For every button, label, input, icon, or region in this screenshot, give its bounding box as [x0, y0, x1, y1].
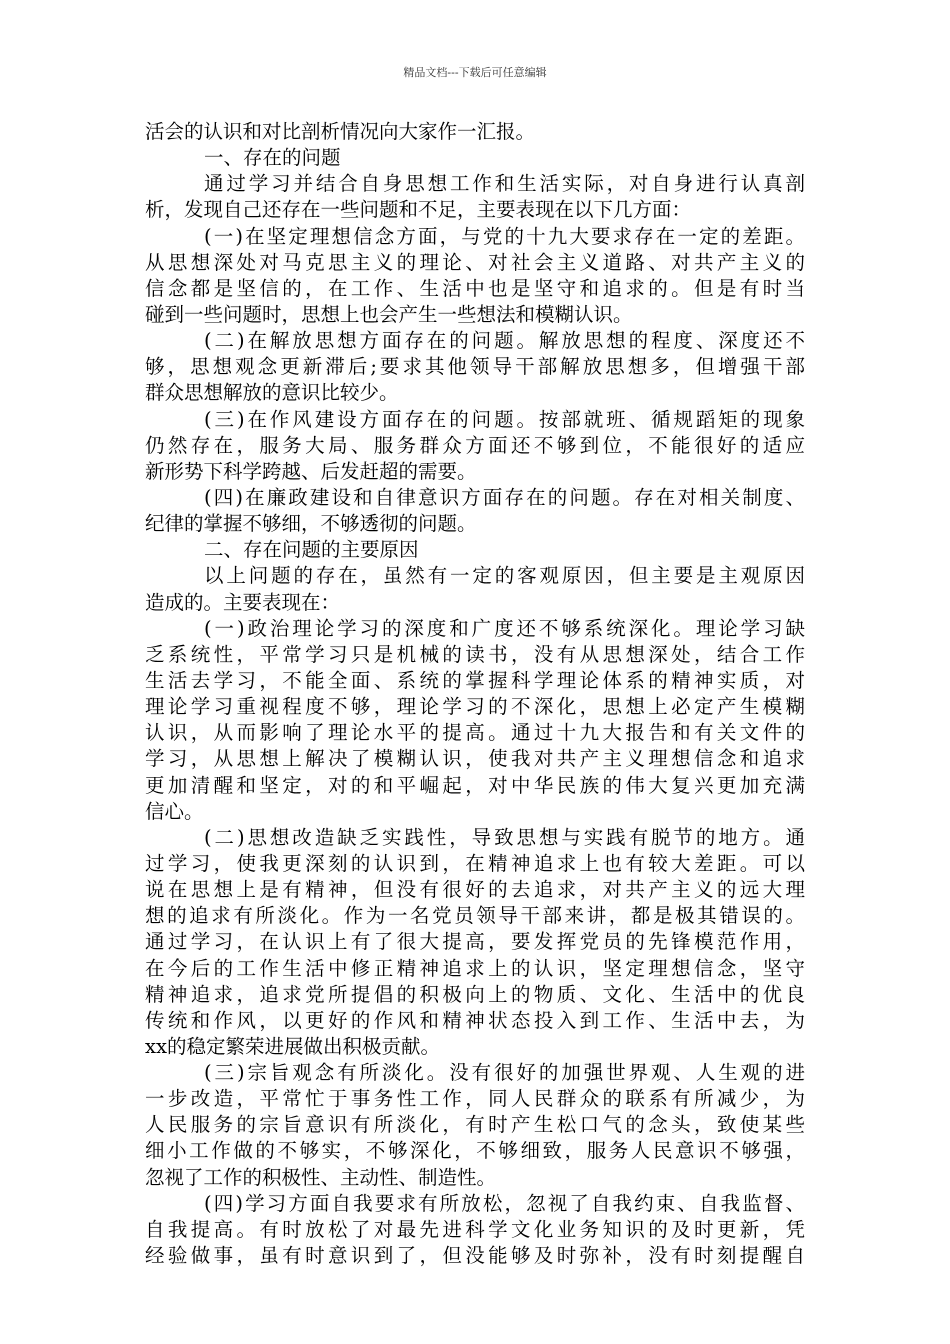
text-line: 想的追求有所淡化。作为一名党员领导干部来讲，都是极其错误的。 — [145, 904, 805, 928]
text-line: 二、存在问题的主要原因 — [204, 538, 419, 562]
document-body — [145, 119, 805, 1269]
text-line: 够，思想观念更新滞后;要求其他领导干部解放思想多，但增强干部 — [145, 355, 805, 379]
text-line: 仍然存在，服务大局、服务群众方面还不够到位，不能很好的适应 — [145, 433, 805, 457]
text-line: 通过学习，在认识上有了很大提高，要发挥党员的先锋模范作用， — [145, 930, 805, 954]
text-line: 通过学习并结合自身思想工作和生活实际，对自身进行认真剖 — [204, 172, 805, 196]
text-line: 人民服务的宗旨意识有所淡化，有时产生松口气的念头，致使某些 — [145, 1113, 805, 1137]
text-line: 信心。 — [145, 799, 204, 823]
text-line: 新形势下科学跨越、后发赶超的需要。 — [145, 459, 477, 483]
text-line: 碰到一些问题时，思想上也会产生一些想法和模糊认识。 — [145, 302, 633, 326]
text-line: (四)学习方面自我要求有所放松，忽视了自我约束、自我监督、 — [204, 1191, 805, 1215]
text-line: (一)政治理论学习的深度和广度还不够系统深化。理论学习缺 — [204, 616, 805, 640]
text-line: 更加清醒和坚定，对的和平崛起，对中华民族的伟大复兴更加充满 — [145, 773, 805, 797]
text-line: 忽视了工作的积极性、主动性、制造性。 — [145, 1165, 497, 1189]
text-line: 细小工作做的不够实，不够深化，不够细致，服务人民意识不够强， — [145, 1139, 805, 1163]
text-line: 传统和作风，以更好的作风和精神状态投入到工作、生活中去，为 — [145, 1008, 805, 1032]
text-line: (三)在作风建设方面存在的问题。按部就班、循规蹈矩的现象 — [204, 407, 805, 431]
text-line: 以上问题的存在，虽然有一定的客观原因，但主要是主观原因 — [204, 564, 805, 588]
text-line: 群众思想解放的意识比较少。 — [145, 381, 399, 405]
page-header: 精品文档---下载后可任意编辑 — [403, 66, 547, 79]
text-line: 造成的。主要表现在： — [145, 590, 341, 614]
text-line: 自我提高。有时放松了对最先进科学文化业务知识的及时更新，凭 — [145, 1217, 805, 1241]
text-line: 一步改造，平常忙于事务性工作，同人民群众的联系有所减少，为 — [145, 1087, 805, 1111]
text-line: (二)在解放思想方面存在的问题。解放思想的程度、深度还不 — [204, 329, 805, 353]
text-line: (二)思想改造缺乏实践性，导致思想与实践有脱节的地方。通 — [204, 825, 805, 849]
text-line: 过学习，使我更深刻的认识到，在精神追求上也有较大差距。可以 — [145, 851, 805, 875]
text-line: 乏系统性，平常学习只是机械的读书，没有从思想深处，结合工作 — [145, 642, 805, 666]
text-line: 在今后的工作生活中修正精神追求上的认识，坚定理想信念，坚守 — [145, 956, 805, 980]
text-line: 精神追求，追求党所提倡的积极向上的物质、文化、生活中的优良 — [145, 982, 805, 1006]
text-line: 纪律的掌握不够细，不够透彻的问题。 — [145, 512, 477, 536]
text-line: 析，发现自己还存在一些问题和不足，主要表现在以下几方面： — [145, 198, 692, 222]
text-line: 理论学习重视程度不够，理论学习的不深化，思想上必定产生模糊 — [145, 695, 805, 719]
text-line: 生活去学习，不能全面、系统的掌握科学理论体系的精神实质，对 — [145, 668, 805, 692]
text-line: (四)在廉政建设和自律意识方面存在的问题。存在对相关制度、 — [204, 485, 805, 509]
text-line: 从思想深处对马克思主义的理论、对社会主义道路、对共产主义的 — [145, 250, 805, 274]
text-line: 学习，从思想上解决了模糊认识，使我对共产主义理想信念和追求 — [145, 747, 805, 771]
text-line: (一)在坚定理想信念方面，与党的十九大要求存在一定的差距。 — [204, 224, 805, 248]
text-line: 信念都是坚信的，在工作、生活中也是坚守和追求的。但是有时当 — [145, 276, 805, 300]
text-line: xx的稳定繁荣进展做出积极贡献。 — [145, 1034, 440, 1058]
text-line: 说在思想上是有精神，但没有很好的去追求，对共产主义的远大理 — [145, 878, 805, 902]
text-line: 认识，从而影响了理论水平的提高。通过十九大报告和有关文件的 — [145, 721, 805, 745]
text-line: (三)宗旨观念有所淡化。没有很好的加强世界观、人生观的进 — [204, 1061, 805, 1085]
text-line: 经验做事，虽有时意识到了，但没能够及时弥补，没有时刻提醒自 — [145, 1244, 805, 1268]
text-line: 一、存在的问题 — [204, 146, 341, 170]
text-line: 活会的认识和对比剖析情况向大家作一汇报。 — [145, 120, 536, 143]
